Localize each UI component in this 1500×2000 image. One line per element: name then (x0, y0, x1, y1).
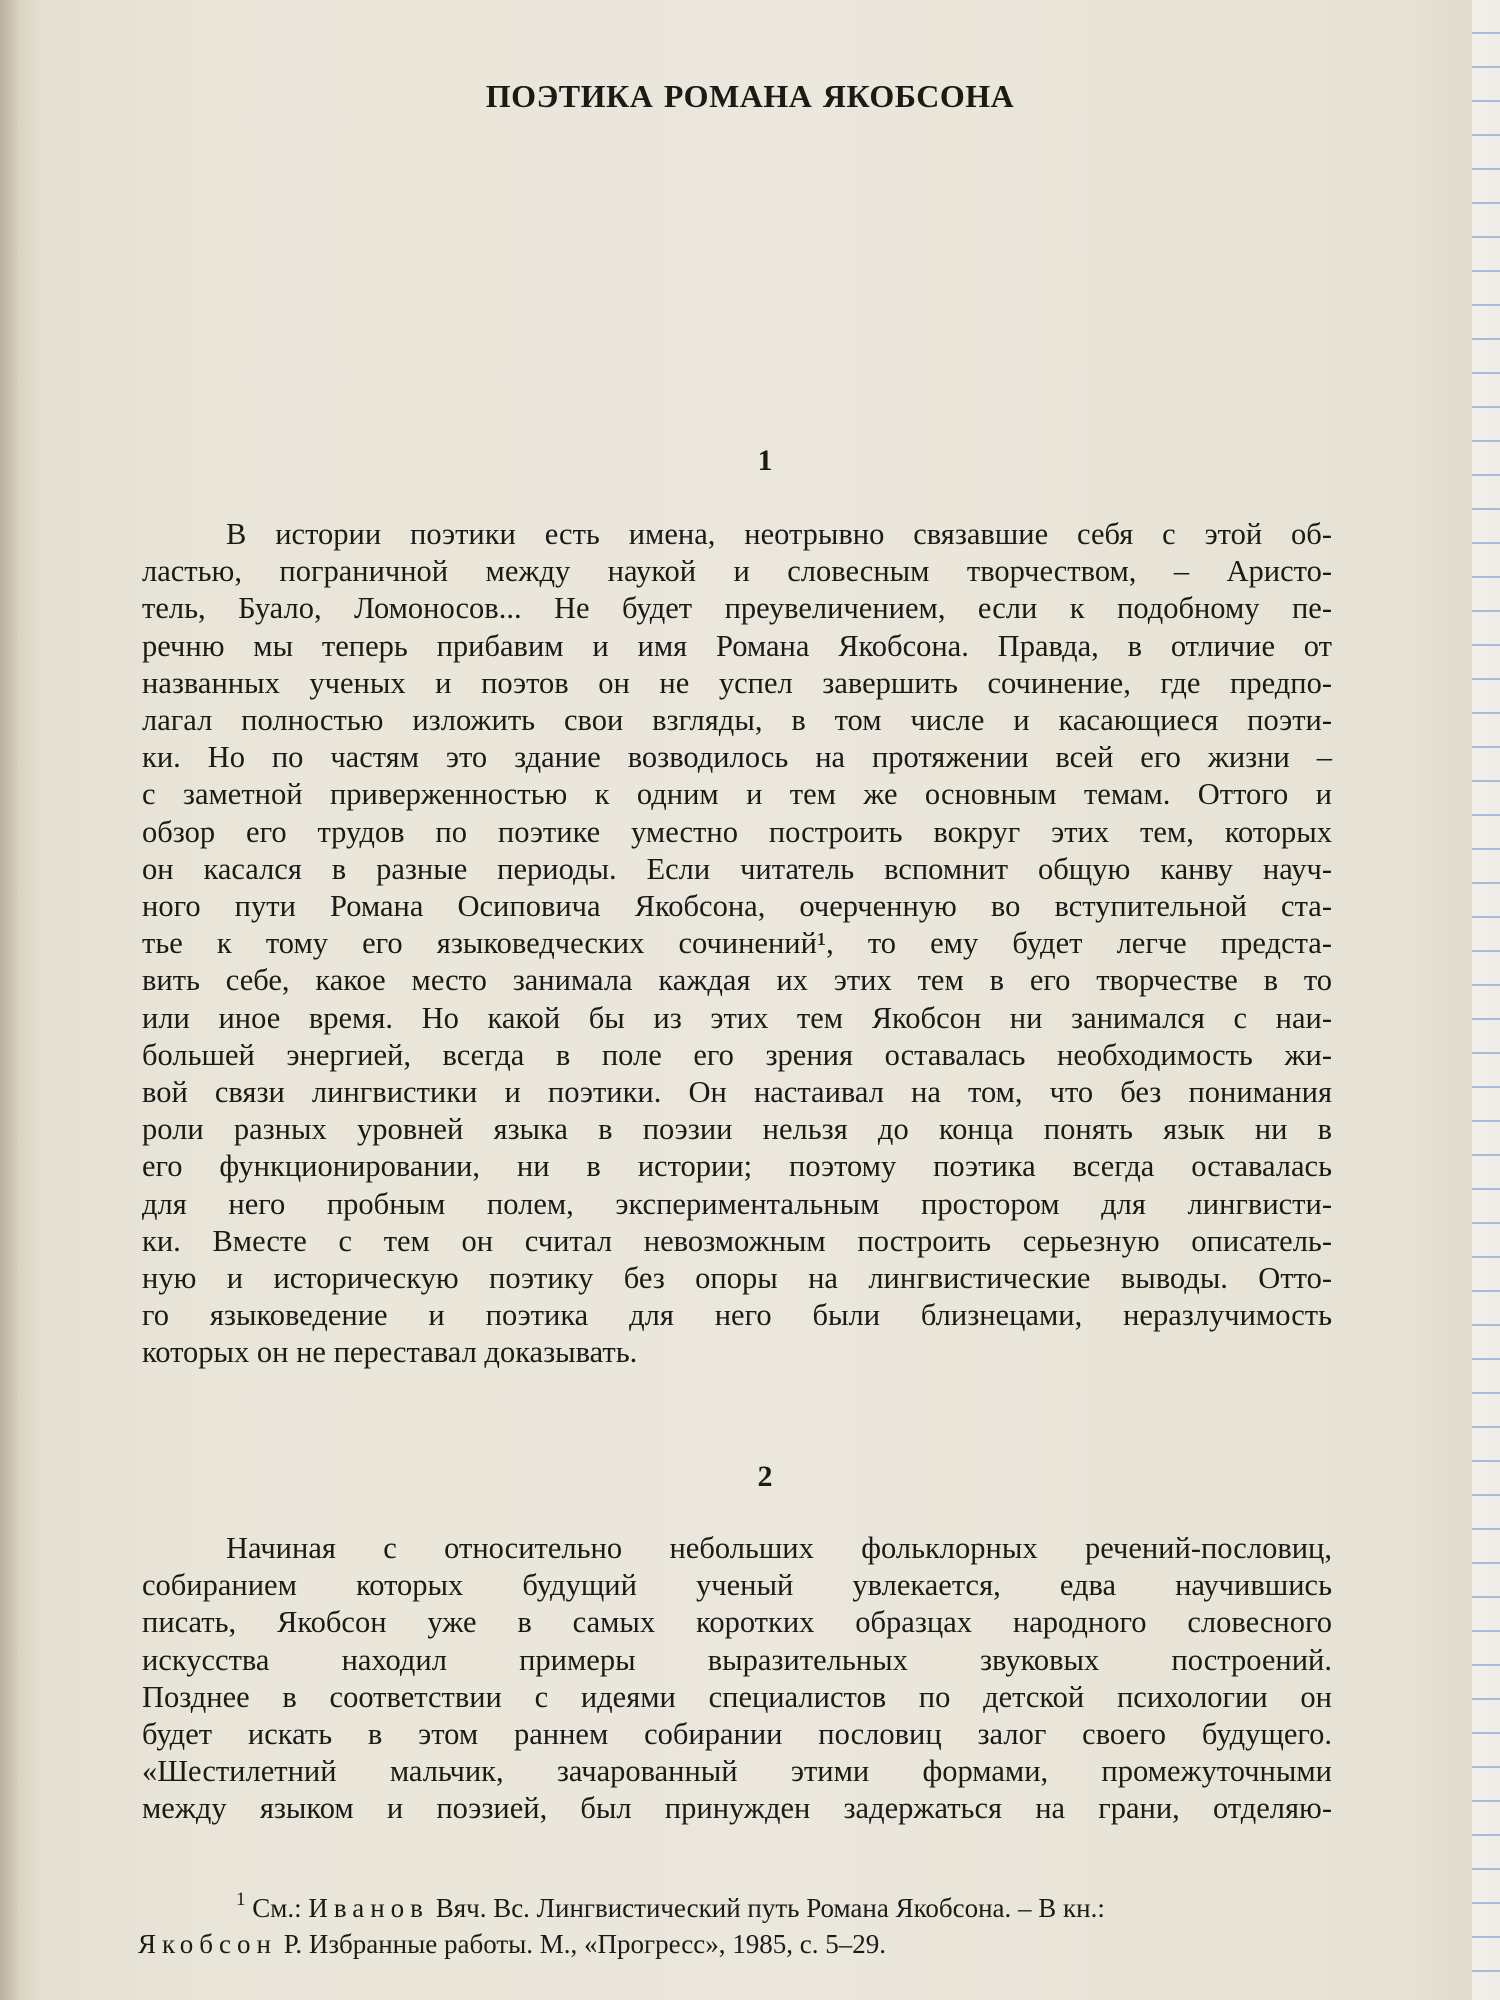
footnote-line-2 (138, 1926, 1338, 1962)
footnote-line-1 (138, 1882, 1338, 1926)
text-line: тель, Буало, Ломоносов... Не будет преувеличением, если к подобному пе- (142, 591, 1332, 626)
text-line: ластью, пограничной между наукой и словесным творчеством, – Аристо- (142, 554, 1332, 589)
footnote-text-1: Вяч. Вс. Лингвистический путь Романа Якобсона. – В кн.: (435, 1893, 1105, 1923)
text-line: он касался в разные периоды. Если читатель вспомнит общую канву науч- (142, 851, 1332, 886)
text-line: для него пробным полем, экспериментальным простором для лингвисти- (142, 1186, 1332, 1221)
footnote-author-1: Иванов (308, 1893, 429, 1923)
text-line: ки. Но по частям это здание возводилось на протяжении всей его жизни – (142, 740, 1332, 775)
section-number-2: 2 (757, 1460, 773, 1493)
text-line: собиранием которых будущий ученый увлекается, едва научившись (142, 1568, 1332, 1603)
section-1-paragraph (142, 516, 1332, 1372)
footnote (138, 1882, 1338, 1962)
text-line: ного пути Романа Осиповича Якобсона, очерченную во вступительной ста- (142, 889, 1332, 924)
text-line: или иное время. Но какой бы из этих тем Якобсон ни занимался с наи- (142, 1000, 1332, 1035)
text-line: «Шестилетний мальчик, зачарованный этими формами, промежуточными (142, 1754, 1332, 1789)
text-line: Позднее в соответствии с идеями специалистов по детской психологии он (142, 1679, 1332, 1714)
footnote-author-2: Якобсон (138, 1929, 277, 1959)
text-line: писать, Якобсон уже в самых коротких образцах народного словесного (142, 1605, 1332, 1640)
section-2-paragraph (142, 1530, 1332, 1828)
text-line: будет искать в этом раннем собирании пословиц залог своего будущего. (142, 1717, 1332, 1752)
text-line: Начиная с относительно небольших фольклорных речений-пословиц, (226, 1531, 1332, 1565)
text-line: обзор его трудов по поэтике уместно построить вокруг этих тем, которых (142, 814, 1332, 849)
text-line: с заметной приверженностью к одним и тем же основным темам. Оттого и (142, 777, 1332, 812)
text-line: искусства находил примеры выразительных звуковых построений. (142, 1642, 1332, 1677)
text-line: названных ученых и поэтов он не успел завершить сочинение, где предпо- (142, 665, 1332, 700)
text-line: вой связи лингвистики и поэтики. Он настаивал на том, что без понимания (142, 1075, 1332, 1110)
text-line: большей энергией, всегда в поле его зрения оставалась необходимость жи- (142, 1037, 1332, 1072)
text-line: речню мы теперь прибавим и имя Романа Якобсона. Правда, в отличие от (142, 628, 1332, 663)
text-line: которых он не переставал доказывать. (142, 1335, 638, 1370)
text-line: вить себе, какое место занимала каждая их этих тем в его творчестве в то (142, 963, 1332, 998)
text-line: В истории поэтики есть имена, неотрывно связавшие себя с этой об- (226, 517, 1332, 551)
ruled-sheet-edge (1472, 0, 1500, 2000)
text-line: тье к тому его языковедческих сочинений¹, то ему будет легче предста- (142, 926, 1332, 961)
page-title: ПОЭТИКА РОМАНА ЯКОБСОНА (485, 78, 1015, 114)
text-line: роли разных уровней языка в поэзии нельзя до конца понять язык ни в (142, 1112, 1332, 1147)
text-line: между языком и поэзией, был принужден задержаться на грани, отделяю- (142, 1791, 1332, 1826)
footnote-prefix: См.: (252, 1893, 302, 1923)
text-line: ки. Вместе с тем он считал невозможным построить серьезную описатель- (142, 1223, 1332, 1258)
text-line: его функционировании, ни в истории; поэтому поэтика всегда оставалась (142, 1149, 1332, 1184)
section-number-1: 1 (757, 444, 773, 477)
text-line: лагал полностью изложить свои взгляды, в том числе и касающиеся поэти- (142, 703, 1332, 738)
footnote-marker: 1 (236, 1889, 246, 1910)
text-line: го языковедение и поэтика для него были близнецами, неразлучимость (142, 1298, 1332, 1333)
text-line: ную и историческую поэтику без опоры на лингвистические выводы. Отто- (142, 1261, 1332, 1296)
footnote-text-2: Р. Избранные работы. М., «Прогресс», 1985, с. 5–29. (283, 1929, 886, 1959)
page-binding-edge (0, 0, 18, 2000)
